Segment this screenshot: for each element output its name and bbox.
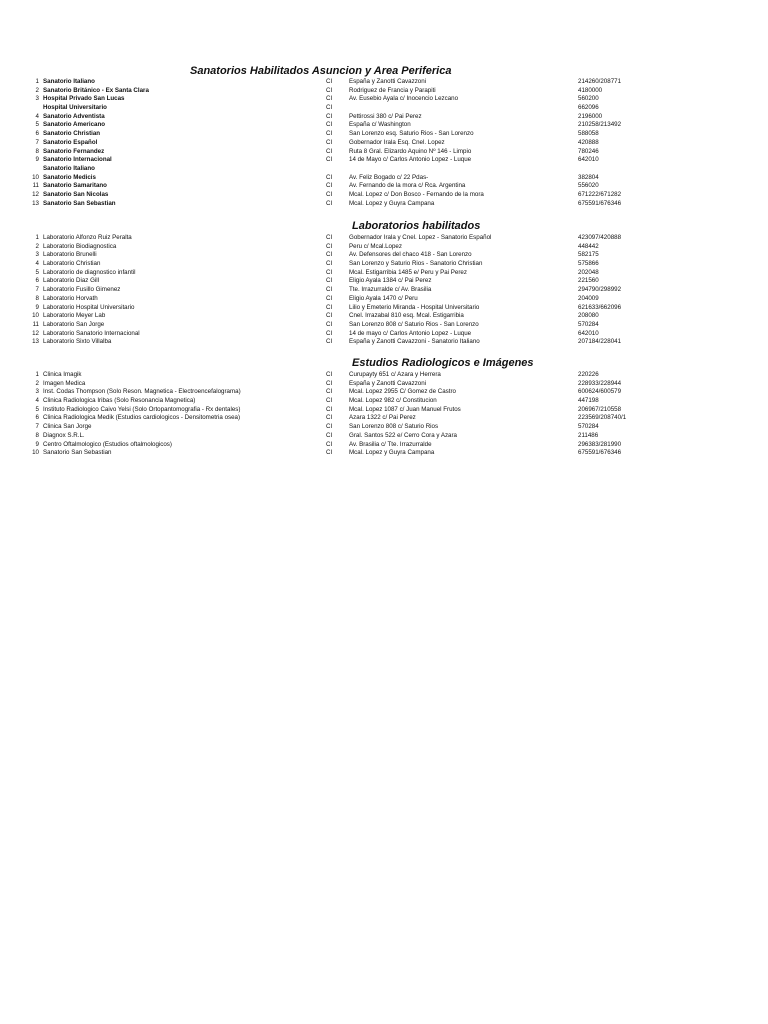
entity-phone: 588058: [578, 130, 599, 138]
entity-name: Laboratorio Diaz Gill: [43, 277, 100, 285]
ci-code: CI: [326, 121, 333, 129]
row-number: 6: [35, 414, 39, 422]
entity-address: Mcal. Lopez 982 c/ Constitucion: [349, 397, 437, 405]
estudios-radiologicos-list: [0, 371, 768, 458]
table-row: [0, 441, 768, 450]
entity-name: Sanatorio Italiano: [43, 78, 95, 85]
entity-address: Peru c/ Mcal.Lopez: [349, 242, 402, 250]
ci-code: CI: [326, 440, 333, 448]
entity-phone: 642010: [578, 329, 599, 337]
row-number: 5: [35, 405, 39, 413]
table-row: [0, 104, 768, 113]
entity-name: Laboratorio Alfonzo Ruiz Peralta: [43, 234, 132, 241]
row-number: 4: [35, 112, 39, 120]
entity-phone: 228933/228944: [578, 379, 622, 387]
entity-phone: 206967/210558: [578, 405, 622, 413]
entity-address: 14 de mayo c/ Carlos Antonio Lopez - Luque: [349, 329, 472, 337]
entity-address: España y Zanotti Cavazzoni - Sanatorio Italiano: [349, 338, 480, 346]
ci-code: CI: [326, 371, 333, 378]
entity-phone: 447198: [578, 397, 599, 405]
ci-code: CI: [326, 173, 333, 181]
entity-name: Laboratorio Brunelli: [43, 251, 97, 259]
table-row: [0, 414, 768, 423]
ci-code: CI: [326, 130, 333, 138]
section-title-sanatorios: Sanatorios Habilitados Asuncion y Area Periferica: [190, 65, 452, 77]
entity-address: Gobernador Irala Esq. Cnel. Lopez: [349, 138, 445, 146]
ci-code: CI: [326, 449, 333, 457]
entity-name: Centro Oftalmologico (Estudios oftalmologicos): [43, 440, 172, 448]
row-number: 1: [35, 371, 39, 378]
entity-phone: 208080: [578, 312, 599, 320]
entity-name: Laboratorio Hospital Universitario: [43, 303, 135, 311]
entity-name: Laboratorio Christian: [43, 260, 101, 268]
ci-code: CI: [326, 147, 333, 155]
ci-code: CI: [326, 138, 333, 146]
table-row: [0, 148, 768, 157]
entity-name: Laboratorio Biodiagnostica: [43, 242, 117, 250]
entity-phone: 570284: [578, 423, 599, 431]
table-row: [0, 243, 768, 252]
section-title-estudios-radiologicos: Estudios Radiologicos e Imágenes: [352, 357, 534, 369]
ci-code: CI: [326, 286, 333, 294]
entity-address: Tte. Irrazurralde c/ Av. Brasilia: [349, 286, 432, 294]
table-row: [0, 397, 768, 406]
row-number: 7: [35, 423, 39, 431]
entity-name: Sanatorio Medicis: [43, 173, 96, 181]
row-number: 8: [35, 431, 39, 439]
row-number: 13: [32, 199, 39, 207]
row-number: 10: [32, 312, 39, 320]
entity-address: Av. Defensores del chaco 418 - San Lorenzo: [349, 251, 472, 259]
row-number: 4: [35, 260, 39, 268]
entity-phone: 423097/420888: [578, 234, 622, 241]
entity-address: Av. Feliz Bogado c/ 22 Pdas-: [349, 173, 429, 181]
ci-code: CI: [326, 379, 333, 387]
entity-name: Laboratorio San Jorge: [43, 320, 105, 328]
entity-name: Sanatorio Fernandez: [43, 147, 105, 155]
table-row: [0, 113, 768, 122]
entity-address: San Lorenzo y Saturio Rios - Sanatorio Christian: [349, 260, 483, 268]
entity-phone: 2196000: [578, 112, 603, 120]
entity-address: España c/ Washington: [349, 121, 411, 129]
entity-address: Azara 1322 c/ Pai Perez: [349, 414, 416, 422]
row-number: 9: [35, 303, 39, 311]
entity-phone: 662096: [578, 104, 599, 112]
entity-address: Eligio Ayala 1384 c/ Pai Perez: [349, 277, 432, 285]
table-row: [0, 269, 768, 278]
ci-code: CI: [326, 277, 333, 285]
ci-code: CI: [326, 112, 333, 120]
entity-phone: 221560: [578, 277, 599, 285]
entity-name: Laboratorio Horvath: [43, 294, 98, 302]
row-number: 7: [35, 286, 39, 294]
entity-name: Hospital Universitario: [43, 104, 107, 112]
row-number: 8: [35, 294, 39, 302]
entity-address: San Lorenzo 808 c/ Saturio Rios: [349, 423, 439, 431]
entity-phone: 675591/676346: [578, 199, 622, 207]
row-number: 9: [35, 156, 39, 164]
entity-name: Instituto Radiologico Caivo Yelsi (Solo Ortopantomografia - Rx dentales): [43, 405, 241, 413]
entity-address: Mcal. Lopez 1087 c/ Juan Manuel Frutos: [349, 405, 461, 413]
ci-code: CI: [326, 431, 333, 439]
entity-name: Laboratorio de diagnostico infantil: [43, 268, 136, 276]
entity-address: Av. Fernando de la mora c/ Rca. Argentina: [349, 182, 466, 190]
ci-code: CI: [326, 78, 333, 85]
entity-phone: 556020: [578, 182, 599, 190]
entity-address: Lilio y Emeterio Miranda - Hospital Universitario: [349, 303, 480, 311]
entity-address: Gobernador Irala y Cnel. Lopez - Sanatorio Español: [349, 234, 492, 241]
entity-phone: 448442: [578, 242, 599, 250]
table-row: [0, 304, 768, 313]
entity-name: Sanatorio Español: [43, 138, 98, 146]
entity-address: Av. Brasilia c/ Tte. Irrazurralde: [349, 440, 432, 448]
entity-phone: 575866: [578, 260, 599, 268]
entity-phone: 560200: [578, 95, 599, 103]
entity-phone: 671222/671282: [578, 190, 622, 198]
entity-name: Clinica San Jorge: [43, 423, 92, 431]
entity-phone: 582175: [578, 251, 599, 259]
table-row: [0, 406, 768, 415]
entity-phone: 214260/208771: [578, 78, 622, 85]
row-number: 6: [35, 130, 39, 138]
laboratorios-list: [0, 234, 768, 347]
sanatorios-list: [0, 78, 768, 208]
table-row: [0, 286, 768, 295]
row-number: 3: [35, 95, 39, 103]
entity-name: Sanatorio San Sebastian: [43, 449, 112, 457]
table-row: [0, 277, 768, 286]
entity-address: Eligio Ayala 1470 c/ Peru: [349, 294, 418, 302]
row-number: 12: [32, 329, 39, 337]
entity-phone: 4180000: [578, 86, 603, 94]
row-number: 13: [32, 338, 39, 346]
row-number: 5: [35, 268, 39, 276]
row-number: 2: [35, 242, 39, 250]
entity-phone: 220226: [578, 371, 599, 378]
entity-address: Ruta 8 Gral. Elizardo Aquino Nº 146 - Limpio: [349, 147, 472, 155]
entity-phone: 207184/228041: [578, 338, 622, 346]
row-number: 7: [35, 138, 39, 146]
table-row: [0, 139, 768, 148]
table-row: [0, 130, 768, 139]
ci-code: CI: [326, 86, 333, 94]
entity-name: Laboratorio Sanatorio Internacional: [43, 329, 140, 337]
ci-code: CI: [326, 405, 333, 413]
entity-name: Hospital Privado San Lucas: [43, 95, 125, 103]
ci-code: CI: [326, 397, 333, 405]
row-number: 12: [32, 190, 39, 198]
entity-name: Laboratorio Fusillo Gimenez: [43, 286, 121, 294]
entity-name: Sanatorio Americano: [43, 121, 106, 129]
ci-code: CI: [326, 104, 333, 112]
table-row: [0, 380, 768, 389]
row-number: 10: [32, 449, 39, 457]
ci-code: CI: [326, 329, 333, 337]
entity-name: Inst. Codas Thompson (Solo Reson. Magnetica - Electroencefalograma): [43, 388, 241, 396]
ci-code: CI: [326, 294, 333, 302]
entity-address: San Lorenzo 808 c/ Saturio Rios - San Lorenzo: [349, 320, 479, 328]
table-row: [0, 432, 768, 441]
entity-name: Sanatorio San Sebastian: [43, 199, 116, 207]
entity-address: Curupayty 651 c/ Azara y Herrera: [349, 371, 441, 378]
entity-address: Mcal. Estigarribia 1485 e/ Peru y Pai Perez: [349, 268, 467, 276]
entity-address: Av. Eusebio Ayala c/ Inocencio Lezcano: [349, 95, 459, 103]
table-row: [0, 338, 768, 347]
section-title-laboratorios: Laboratorios habilitados: [352, 220, 481, 232]
table-row: [0, 312, 768, 321]
table-row: [0, 321, 768, 330]
entity-name: Laboratorio Meyer Lab: [43, 312, 106, 320]
row-number: 3: [35, 388, 39, 396]
table-row: [0, 388, 768, 397]
entity-address: Rodriguez de Francia y Parapiti: [349, 86, 436, 94]
table-row: [0, 449, 768, 458]
ci-code: CI: [326, 320, 333, 328]
entity-name: Clinica Radiologica Iribas (Solo Resonancia Magnetica): [43, 397, 196, 405]
table-row: [0, 260, 768, 269]
ci-code: CI: [326, 423, 333, 431]
table-row: [0, 191, 768, 200]
entity-phone: 202048: [578, 268, 599, 276]
row-number: 9: [35, 440, 39, 448]
ci-code: CI: [326, 251, 333, 259]
entity-phone: 204009: [578, 294, 599, 302]
row-number: 11: [32, 182, 39, 190]
entity-address: Mcal. Lopez c/ Don Bosco - Fernando de la mora: [349, 190, 484, 198]
entity-name: Sanatorio Samaritano: [43, 182, 107, 190]
table-row: [0, 200, 768, 209]
entity-phone: 675591/676346: [578, 449, 622, 457]
entity-phone: 210258/213492: [578, 121, 622, 129]
table-row: [0, 78, 768, 87]
ci-code: CI: [326, 303, 333, 311]
entity-name: Diagnox S.R.L.: [43, 431, 85, 439]
table-row: [0, 234, 768, 243]
entity-phone: 211486: [578, 431, 599, 439]
entity-address: Gral. Santos 522 e/ Cerro Cora y Azara: [349, 431, 457, 439]
row-number: 8: [35, 147, 39, 155]
table-row: [0, 371, 768, 380]
entity-name: Imagen Medica: [43, 379, 86, 387]
ci-code: CI: [326, 95, 333, 103]
entity-address: 14 de Mayo c/ Carlos Antonio Lopez - Luque: [349, 156, 472, 164]
ci-code: CI: [326, 312, 333, 320]
table-row: [0, 423, 768, 432]
ci-code: CI: [326, 338, 333, 346]
row-number: 1: [35, 234, 39, 241]
ci-code: CI: [326, 190, 333, 198]
entity-address: Mcal. Lopez 2955 C/ Gomez de Castro: [349, 388, 456, 396]
entity-address: Cnel. Irrazabal 810 esq. Mcal. Estigarribia: [349, 312, 464, 320]
row-number: 2: [35, 86, 39, 94]
entity-name: Sanatorio Internacional: [43, 156, 112, 164]
table-row: [0, 251, 768, 260]
entity-address: Pettirossi 380 c/ Pai Perez: [349, 112, 422, 120]
entity-phone: 296383/281990: [578, 440, 622, 448]
row-number: 5: [35, 121, 39, 129]
entity-phone: 382804: [578, 173, 599, 181]
row-number: 2: [35, 379, 39, 387]
entity-phone: 420888: [578, 138, 599, 146]
ci-code: CI: [326, 268, 333, 276]
entity-name: Sanatorio Adventista: [43, 112, 105, 120]
entity-phone: 223569/208740/1: [578, 414, 627, 422]
entity-phone: 642010: [578, 156, 599, 164]
entity-phone: 621633/662096: [578, 303, 622, 311]
ci-code: CI: [326, 199, 333, 207]
table-row: [0, 182, 768, 191]
entity-phone: 600624/600579: [578, 388, 622, 396]
entity-phone: 570284: [578, 320, 599, 328]
entity-name: Sanatorio Italiano: [43, 164, 95, 172]
table-row: [0, 95, 768, 104]
ci-code: CI: [326, 388, 333, 396]
entity-address: Mcal. Lopez y Guyra Campana: [349, 199, 435, 207]
ci-code: CI: [326, 414, 333, 422]
entity-address: España y Zanotti Cavazzoni: [349, 379, 427, 387]
entity-address: España y Zanotti Cavazzoni: [349, 78, 427, 85]
ci-code: CI: [326, 234, 333, 241]
entity-address: Mcal. Lopez y Guyra Campana: [349, 449, 435, 457]
entity-phone: 294790/298992: [578, 286, 622, 294]
entity-address: San Lorenzo esq. Saturio Rios - San Lorenzo: [349, 130, 474, 138]
entity-name: Sanatorio Británico - Ex Santa Clara: [43, 86, 149, 94]
row-number: 1: [35, 78, 39, 85]
row-number: 6: [35, 277, 39, 285]
entity-name: Sanatorio Christian: [43, 130, 101, 138]
ci-code: CI: [326, 182, 333, 190]
entity-name: Clinica Radiologica Medik (Estudios cardiologicos - Densitometria osea): [43, 414, 241, 422]
entity-name: Sanatorio San Nicolas: [43, 190, 109, 198]
entity-name: Clinica Imagik: [43, 371, 82, 378]
ci-code: CI: [326, 260, 333, 268]
table-row: [0, 295, 768, 304]
table-row: [0, 156, 768, 165]
table-row: [0, 174, 768, 183]
row-number: 11: [32, 320, 39, 328]
table-row: [0, 165, 768, 174]
table-row: [0, 330, 768, 339]
row-number: 10: [32, 173, 39, 181]
ci-code: CI: [326, 156, 333, 164]
ci-code: CI: [326, 242, 333, 250]
row-number: 4: [35, 397, 39, 405]
row-number: 3: [35, 251, 39, 259]
table-row: [0, 121, 768, 130]
table-row: [0, 87, 768, 96]
entity-phone: 780246: [578, 147, 599, 155]
entity-name: Laboratorio Sixto Villalba: [43, 338, 112, 346]
